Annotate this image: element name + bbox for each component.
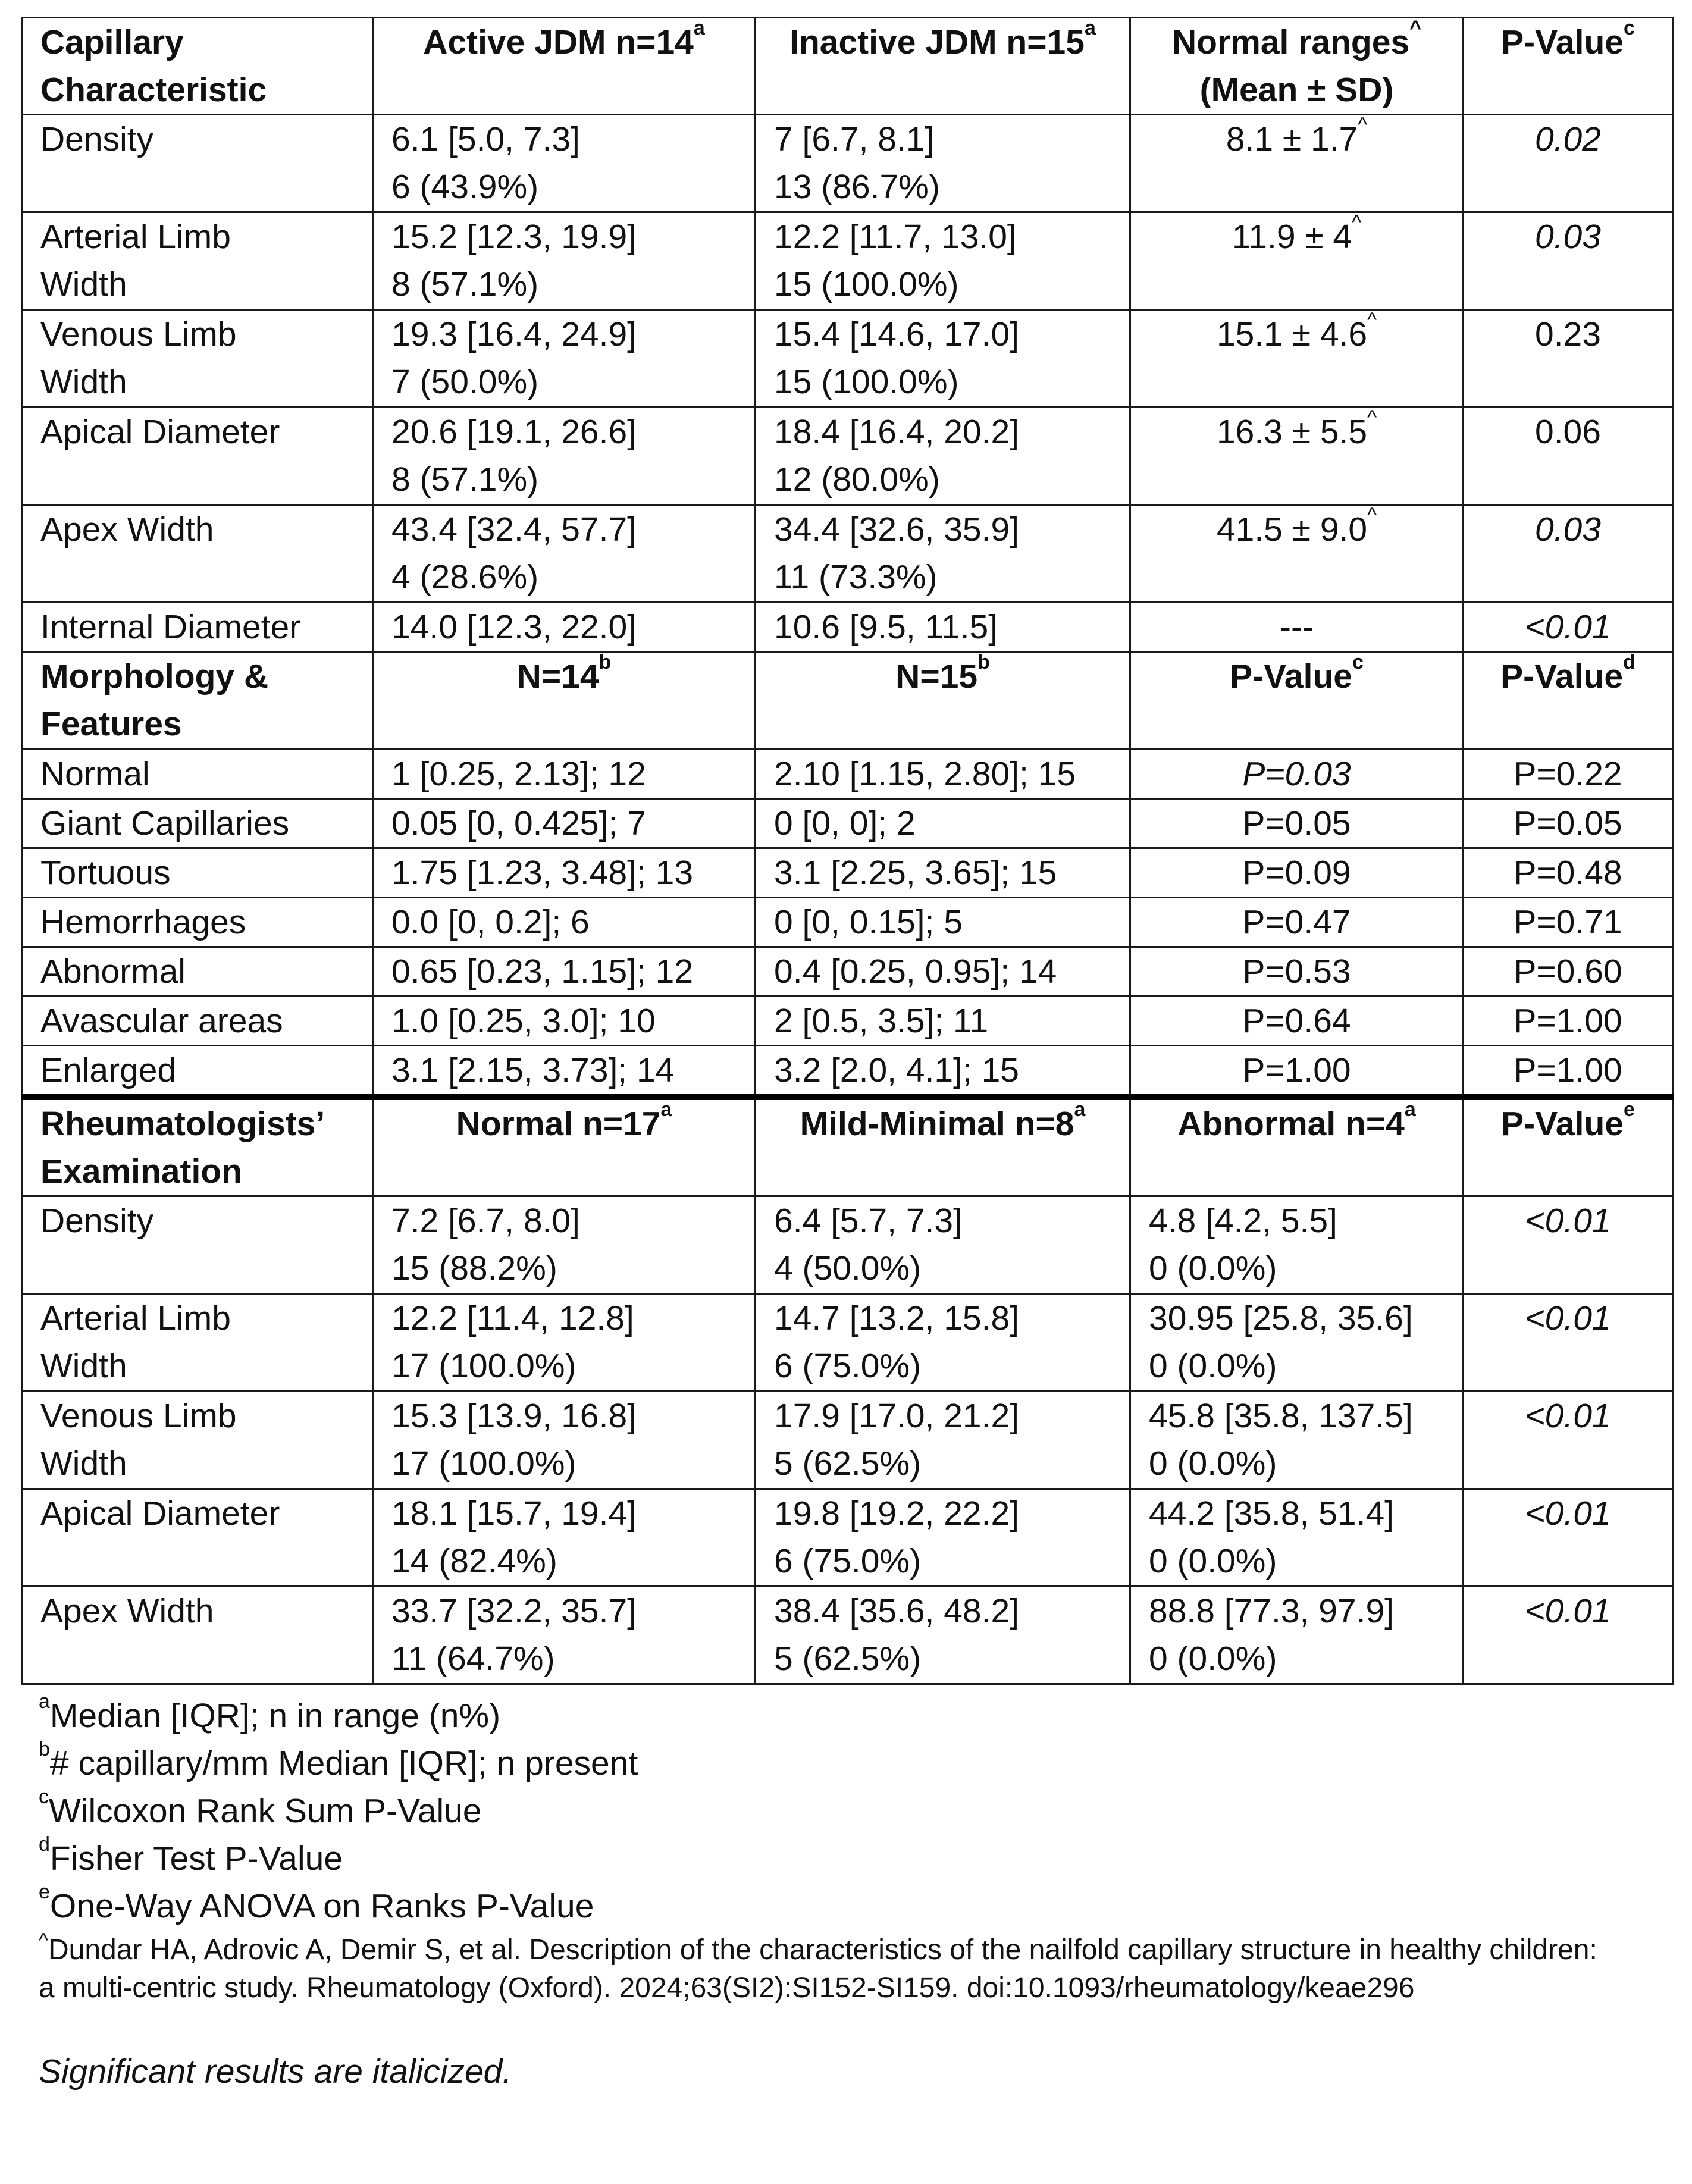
row-label: Giant Capillaries	[22, 799, 373, 848]
header-inactive-jdm: Inactive JDM $n=15^a$	[756, 18, 1130, 115]
abnormal-cell: 4.8 [4.2, 5.5] 0 (0.0%)	[1130, 1196, 1464, 1294]
p-value-cell: 0.03	[1464, 212, 1673, 310]
inactive-cell: 12.2 [11.7, 13.0] 15 (100.0%)	[756, 212, 1130, 310]
normal-cell: 12.2 [11.4, 12.8] 17 (100.0%)	[373, 1294, 756, 1392]
normal-range-cell: ---	[1130, 603, 1464, 652]
normal-range-cell: 15.1 ± 4.6^	[1130, 310, 1464, 408]
abnormal-cell: 44.2 [35.8, 51.4] 0 (0.0%)	[1130, 1489, 1464, 1587]
p-value-cell: <0.01	[1464, 1489, 1673, 1587]
mild-cell: 38.4 [35.6, 48.2] 5 (62.5%)	[756, 1587, 1130, 1684]
inactive-cell: 10.6 [9.5, 11.5]	[756, 603, 1130, 652]
table-row	[22, 848, 1673, 898]
inactive-cell: 15.4 [14.6, 17.0] 15 (100.0%)	[756, 310, 1130, 408]
header-abnormal-n4: Abnormal $n=4^a$	[1130, 1097, 1464, 1196]
row-label: Apex Width	[22, 505, 373, 603]
active-cell: 15.2 [12.3, 19.9] 8 (57.1%)	[373, 212, 756, 310]
p-value-cell: 0.23	[1464, 310, 1673, 408]
table-row	[22, 898, 1673, 947]
mild-cell: 6.4 [5.7, 7.3] 4 (50.0%)	[756, 1196, 1130, 1294]
p-value-c-cell: P=1.00	[1130, 1046, 1464, 1098]
active-cell: 0.0 [0, 0.2]; 6	[373, 898, 756, 947]
header-p-value-d: P-Value$^d$	[1464, 652, 1673, 750]
p-value-d-cell: P=0.22	[1464, 750, 1673, 799]
header-normal-n17: Normal $n=17^a$	[373, 1097, 756, 1196]
table-row	[22, 997, 1673, 1046]
p-value-c-cell: P=0.09	[1130, 848, 1464, 898]
active-cell: 0.65 [0.23, 1.15]; 12	[373, 947, 756, 997]
p-value-d-cell: P=0.71	[1464, 898, 1673, 947]
mild-cell: 14.7 [13.2, 15.8] 6 (75.0%)	[756, 1294, 1130, 1392]
header-normal-ranges: Normal ranges^ (Mean ± SD)	[1130, 18, 1464, 115]
active-cell: 6.1 [5.0, 7.3] 6 (43.9%)	[373, 115, 756, 212]
active-cell: 3.1 [2.15, 3.73]; 14	[373, 1046, 756, 1098]
row-label: Apical Diameter	[22, 1489, 373, 1587]
footnotes	[21, 1692, 1672, 2095]
active-cell: 1 [0.25, 2.13]; 12	[373, 750, 756, 799]
footnote-d: $^d$Fisher Test P-Value	[39, 1833, 343, 1878]
normal-range-cell: 16.3 ± 5.5^	[1130, 408, 1464, 505]
p-value-c-cell: P=0.53	[1130, 947, 1464, 997]
row-label: Abnormal	[22, 947, 373, 997]
section2-header-row	[22, 652, 1673, 750]
table-row	[22, 1046, 1673, 1098]
mild-cell: 19.8 [19.2, 22.2] 6 (75.0%)	[756, 1489, 1130, 1587]
table-row	[22, 750, 1673, 799]
row-label: Density	[22, 1196, 373, 1294]
header-morphology-features: Morphology & Features	[22, 652, 373, 750]
row-label: Normal	[22, 750, 373, 799]
p-value-d-cell: P=1.00	[1464, 997, 1673, 1046]
header-rheumatologists-examination: Rheumatologists’ Examination	[22, 1097, 373, 1196]
row-label: Internal Diameter	[22, 603, 373, 652]
table-row	[22, 947, 1673, 997]
active-cell: 43.4 [32.4, 57.7] 4 (28.6%)	[373, 505, 756, 603]
active-cell: 0.05 [0, 0.425]; 7	[373, 799, 756, 848]
section1-header-row	[22, 18, 1673, 115]
section3-header-row	[22, 1097, 1673, 1196]
inactive-cell: 0 [0, 0.15]; 5	[756, 898, 1130, 947]
inactive-cell: 3.2 [2.0, 4.1]; 15	[756, 1046, 1130, 1098]
normal-range-cell: 11.9 ± 4^	[1130, 212, 1464, 310]
p-value-d-cell: P=0.05	[1464, 799, 1673, 848]
table-row	[22, 1294, 1673, 1392]
footnote-reference: ^Dundar HA, Adrovic A, Demir S, et al. Description of the characteristics of the nailfold capillary structure in healthy children: a multi-centric study. Rheumatology (Oxford). 2024;63(SI2):SI152-SI159. doi:10.1093/rheumatology/keae296	[39, 1929, 1597, 2004]
active-cell: 20.6 [19.1, 26.6] 8 (57.1%)	[373, 408, 756, 505]
row-label: Venous Limb Width	[22, 310, 373, 408]
table-row	[22, 1489, 1673, 1587]
p-value-d-cell: P=1.00	[1464, 1046, 1673, 1098]
table-row	[22, 310, 1673, 408]
row-label: Tortuous	[22, 848, 373, 898]
header-capillary-characteristic: Capillary Characteristic	[22, 18, 373, 115]
table-row	[22, 505, 1673, 603]
table-row	[22, 212, 1673, 310]
table-row	[22, 1392, 1673, 1489]
header-p-value-c: P-Value$^c$	[1464, 18, 1673, 115]
inactive-cell: 0.4 [0.25, 0.95]; 14	[756, 947, 1130, 997]
row-label: Enlarged	[22, 1046, 373, 1098]
footnote-a: $^a$Median [IQR]; n in range (n%)	[39, 1690, 501, 1735]
normal-range-cell: 41.5 ± 9.0^	[1130, 505, 1464, 603]
normal-range-cell: 8.1 ± 1.7^	[1130, 115, 1464, 212]
header-p-value-c: P-Value$^c$	[1130, 652, 1464, 750]
active-cell: 14.0 [12.3, 22.0]	[373, 603, 756, 652]
table-row	[22, 1196, 1673, 1294]
row-label: Hemorrhages	[22, 898, 373, 947]
active-cell: 1.75 [1.23, 3.48]; 13	[373, 848, 756, 898]
row-label: Venous Limb Width	[22, 1392, 373, 1489]
inactive-cell: 7 [6.7, 8.1] 13 (86.7%)	[756, 115, 1130, 212]
row-label: Density	[22, 115, 373, 212]
p-value-cell: 0.03	[1464, 505, 1673, 603]
p-value-cell: 0.02	[1464, 115, 1673, 212]
inactive-cell: 34.4 [32.6, 35.9] 11 (73.3%)	[756, 505, 1130, 603]
normal-cell: 7.2 [6.7, 8.0] 15 (88.2%)	[373, 1196, 756, 1294]
p-value-cell: <0.01	[1464, 1587, 1673, 1684]
table-row	[22, 408, 1673, 505]
significance-note: Significant results are italicized.	[39, 2053, 512, 2091]
active-cell: 19.3 [16.4, 24.9] 7 (50.0%)	[373, 310, 756, 408]
normal-cell: 18.1 [15.7, 19.4] 14 (82.4%)	[373, 1489, 756, 1587]
abnormal-cell: 45.8 [35.8, 137.5] 0 (0.0%)	[1130, 1392, 1464, 1489]
row-label: Arterial Limb Width	[22, 212, 373, 310]
abnormal-cell: 88.8 [77.3, 97.9] 0 (0.0%)	[1130, 1587, 1464, 1684]
normal-cell: 33.7 [32.2, 35.7] 11 (64.7%)	[373, 1587, 756, 1684]
footnote-e: $^e$One-Way ANOVA on Ranks P-Value	[39, 1881, 594, 1925]
capillary-characteristics-table	[21, 17, 1674, 1685]
header-mild-minimal-n8: Mild-Minimal $n=8^a$	[756, 1097, 1130, 1196]
table-row	[22, 603, 1673, 652]
normal-cell: 15.3 [13.9, 16.8] 17 (100.0%)	[373, 1392, 756, 1489]
footnote-b: $^b$# capillary/mm Median [IQR]; n present	[39, 1738, 638, 1782]
header-n14: $N=14^b$	[373, 652, 756, 750]
p-value-c-cell: P=0.05	[1130, 799, 1464, 848]
p-value-c-cell: P=0.03	[1130, 750, 1464, 799]
p-value-d-cell: P=0.60	[1464, 947, 1673, 997]
inactive-cell: 0 [0, 0]; 2	[756, 799, 1130, 848]
table-row	[22, 1587, 1673, 1684]
p-value-c-cell: P=0.64	[1130, 997, 1464, 1046]
row-label: Arterial Limb Width	[22, 1294, 373, 1392]
p-value-c-cell: P=0.47	[1130, 898, 1464, 947]
row-label: Avascular areas	[22, 997, 373, 1046]
header-p-value-e: P-Value$^e$	[1464, 1097, 1673, 1196]
p-value-cell: <0.01	[1464, 1294, 1673, 1392]
row-label: Apex Width	[22, 1587, 373, 1684]
inactive-cell: 2 [0.5, 3.5]; 11	[756, 997, 1130, 1046]
inactive-cell: 2.10 [1.15, 2.80]; 15	[756, 750, 1130, 799]
p-value-cell: 0.06	[1464, 408, 1673, 505]
inactive-cell: 18.4 [16.4, 20.2] 12 (80.0%)	[756, 408, 1130, 505]
p-value-cell: <0.01	[1464, 603, 1673, 652]
active-cell: 1.0 [0.25, 3.0]; 10	[373, 997, 756, 1046]
p-value-cell: <0.01	[1464, 1392, 1673, 1489]
p-value-d-cell: P=0.48	[1464, 848, 1673, 898]
table-row	[22, 799, 1673, 848]
header-n15: $N=15^b$	[756, 652, 1130, 750]
header-active-jdm: Active JDM $n=14^a$	[373, 18, 756, 115]
abnormal-cell: 30.95 [25.8, 35.6] 0 (0.0%)	[1130, 1294, 1464, 1392]
row-label: Apical Diameter	[22, 408, 373, 505]
table-row	[22, 115, 1673, 212]
footnote-c: $^c$Wilcoxon Rank Sum P-Value	[39, 1785, 482, 1830]
inactive-cell: 3.1 [2.25, 3.65]; 15	[756, 848, 1130, 898]
p-value-cell: <0.01	[1464, 1196, 1673, 1294]
capillary-table-page	[21, 17, 1672, 2095]
mild-cell: 17.9 [17.0, 21.2] 5 (62.5%)	[756, 1392, 1130, 1489]
